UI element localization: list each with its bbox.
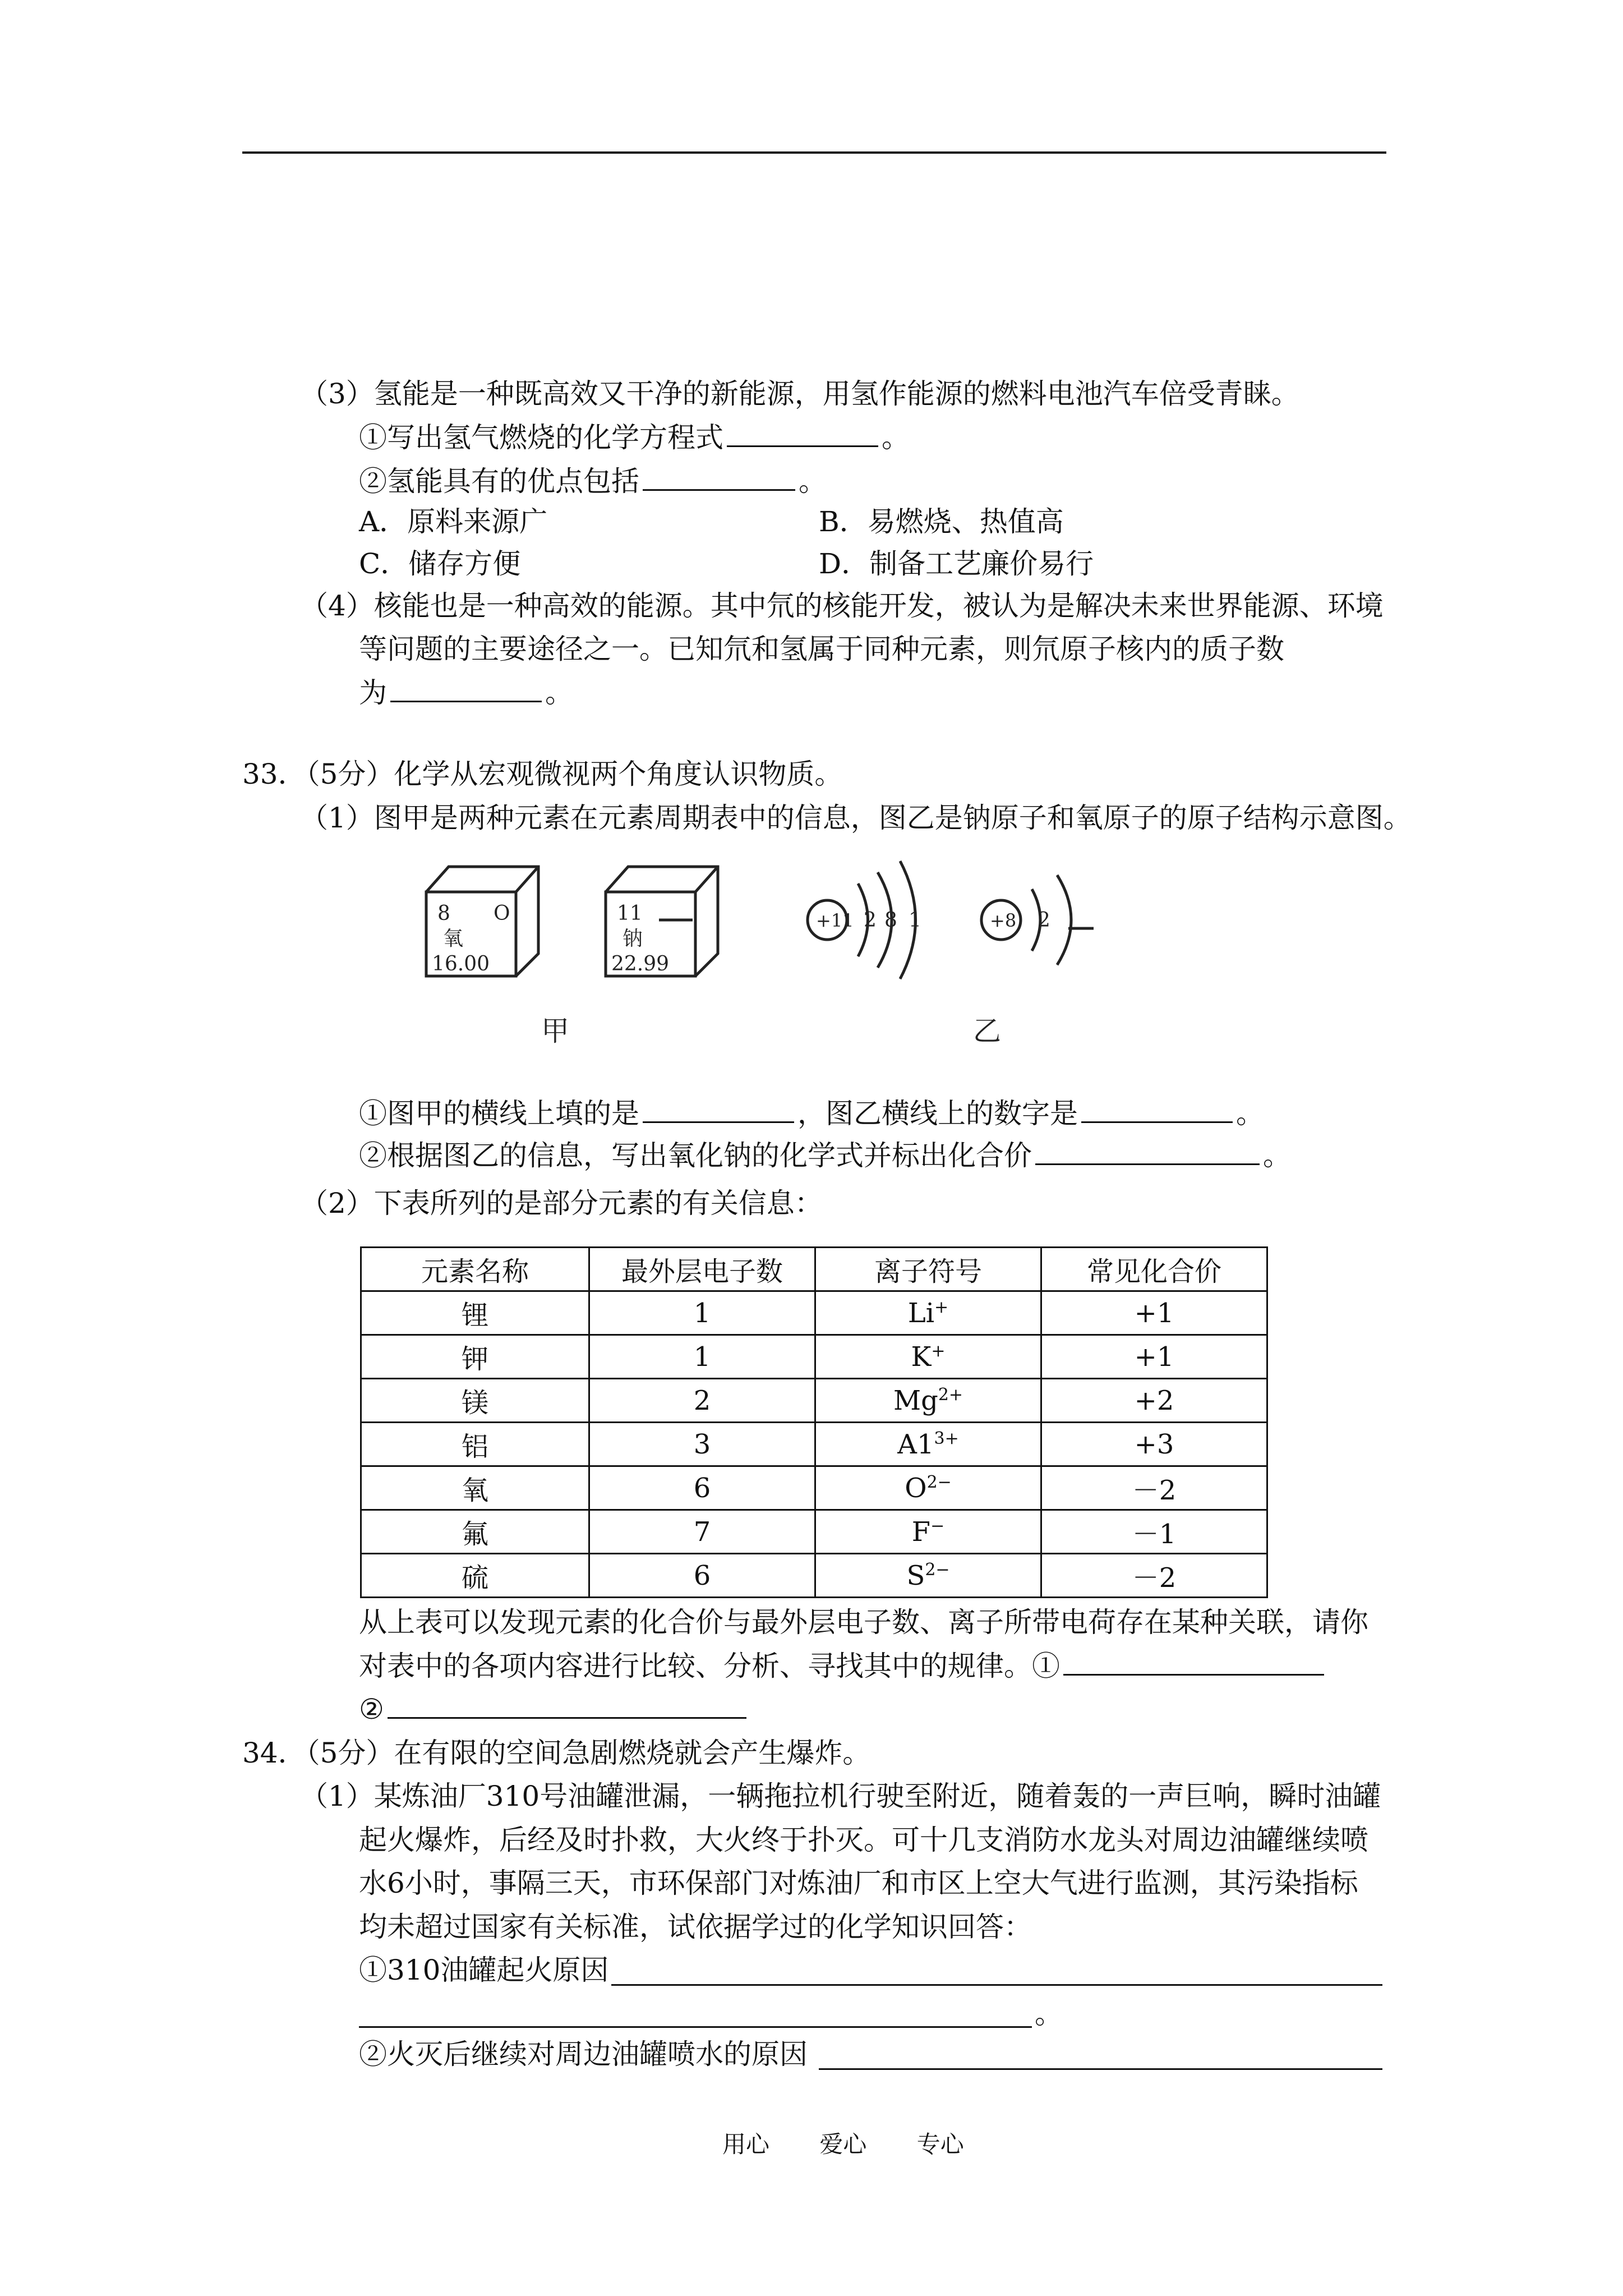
table-row: 硫 6 $S^{2-}$ －2	[361, 1554, 1267, 1598]
q33-q1-blank2[interactable]	[1081, 1097, 1233, 1123]
na-nucleus-charge: +11	[816, 910, 854, 931]
atom-figure	[393, 841, 1178, 1066]
option-a: A．原料来源广	[359, 505, 548, 538]
q34-q1: ①310油罐起火原因	[359, 1954, 609, 1986]
oxygen-name: 氧	[443, 927, 464, 950]
q32-q1-text: ①写出氢气燃烧的化学方程式	[359, 421, 723, 454]
table-row: 镁 2 $Mg^{2+}$ +2	[361, 1379, 1267, 1423]
q34-line1: （1）某炼油厂310号油罐泄漏，一辆拖拉机行驶至附近，随着轰的一声巨响，瞬时油罐	[300, 1780, 1381, 1812]
q33-rule2-blank[interactable]	[388, 1692, 746, 1719]
q32-part4-line1: （4）核能也是一种高效的能源。其中氘的核能开发，被认为是解决未来世界能源、环境	[300, 590, 1384, 622]
table-header: 常见化合价	[1041, 1248, 1267, 1291]
header-rule	[242, 151, 1386, 154]
q34-header: 34．（5分）在有限的空间急剧燃烧就会产生爆炸。	[242, 1737, 871, 1769]
q32-part3-intro: （3）氢能是一种既高效又干净的新能源，用氢作能源的燃料电池汽车倍受青睐。	[300, 378, 1299, 410]
table-header: 最外层电子数	[589, 1248, 815, 1291]
q33-part1-intro: （1）图甲是两种元素在元素周期表中的信息，图乙是钠原子和氧原子的原子结构示意图。	[300, 802, 1412, 834]
o-shell1-count: 2	[1038, 909, 1050, 932]
footer-item: 爱心	[819, 2131, 867, 2158]
q34-q2-blank[interactable]	[819, 2068, 1382, 2070]
table-row: 氧 6 $O^{2-}$ －2	[361, 1466, 1267, 1510]
page-footer	[701, 2126, 985, 2160]
q33-after-line3: ②	[359, 1692, 750, 1726]
option-d: D．制备工艺廉价易行	[819, 547, 1094, 580]
table-header-row	[361, 1248, 1267, 1291]
q34-q1-blank[interactable]	[611, 1984, 1382, 1986]
q32-part4-blank[interactable]	[390, 676, 542, 702]
q33-q1-blank1[interactable]	[643, 1097, 794, 1123]
q33-q1: ①图甲的横线上填的是 ，图乙横线上的数字是 。	[359, 1097, 1264, 1130]
o-shell-2	[1057, 875, 1071, 965]
oxygen-mass: 16.00	[432, 953, 490, 976]
table-header: 离子符号	[815, 1248, 1041, 1291]
sodium-number: 11	[617, 902, 643, 925]
q34-line3: 水6小时，事隔三天，市环保部门对炼油厂和市区上空大气进行监测，其污染指标	[359, 1867, 1358, 1899]
q33-rule1-blank[interactable]	[1063, 1649, 1324, 1676]
q32-part3-q2: ②氢能具有的优点包括 。	[359, 465, 827, 498]
table-header: 元素名称	[361, 1248, 589, 1291]
q33-header: 33．（5分）化学从宏观微视两个角度认识物质。	[242, 758, 843, 790]
oxygen-symbol: O	[494, 902, 510, 925]
q32-part3-q1: ①写出氢气燃烧的化学方程式 。	[359, 421, 910, 454]
table-row: 锂 1 Li+ +1	[361, 1291, 1267, 1335]
oxygen-number: 8	[437, 902, 450, 925]
q34-q1-end: 。	[1035, 1998, 1063, 2030]
element-table	[360, 1246, 1268, 1598]
q32-part4-line2: 等问题的主要途径之一。已知氘和氢属于同种元素，则氘原子核内的质子数	[359, 633, 1284, 665]
q32-q2-blank[interactable]	[643, 464, 795, 491]
label-yi: 乙	[973, 1015, 1001, 1047]
footer-item: 用心	[722, 2131, 770, 2158]
q33-part2-intro: （2）下表所列的是部分元素的有关信息：	[300, 1187, 823, 1220]
q32-part4-line3: 为 。	[359, 677, 573, 709]
q32-q1-blank[interactable]	[727, 421, 878, 447]
q33-after-line1: 从上表可以发现元素的化合价与最外层电子数、离子所带电荷存在某种关联，请你	[359, 1606, 1368, 1639]
q32-q2-text: ②氢能具有的优点包括	[359, 465, 639, 498]
q34-line4: 均未超过国家有关标准，试依据学过的化学知识回答：	[359, 1911, 1032, 1943]
option-c: C．储存方便	[359, 547, 521, 580]
table-row: 钾 1 K+ +1	[361, 1335, 1267, 1379]
q33-q2: ②根据图乙的信息，写出氧化钠的化学式并标出化合价 。	[359, 1139, 1291, 1172]
o-nucleus-charge: +8	[990, 910, 1017, 931]
q34-line2: 起火爆炸，后经及时扑救，大火终于扑灭。可十几支消防水龙头对周边油罐继续喷	[359, 1824, 1368, 1856]
sodium-mass: 22.99	[611, 953, 670, 976]
q33-q2-blank[interactable]	[1035, 1139, 1260, 1165]
table-row: 氟 7 F− －1	[361, 1510, 1267, 1554]
na-shell3-count: 1	[909, 909, 921, 932]
option-b: B．易燃烧、热值高	[819, 505, 1064, 538]
q34-q1-blank-cont[interactable]	[359, 2026, 1032, 2028]
sodium-name: 钠	[623, 927, 643, 950]
label-jia: 甲	[541, 1015, 569, 1047]
table-row: 铝 3 $A1^{3+}$ +3	[361, 1423, 1267, 1466]
na-shell2-count: 8	[884, 909, 897, 932]
q34-q2: ②火灭后继续对周边油罐喷水的原因	[359, 2038, 808, 2070]
na-shell1-count: 2	[864, 909, 877, 932]
footer-item: 专心	[916, 2131, 964, 2158]
q33-after-line2: 对表中的各项内容进行比较、分析、寻找其中的规律。①	[359, 1649, 1327, 1683]
